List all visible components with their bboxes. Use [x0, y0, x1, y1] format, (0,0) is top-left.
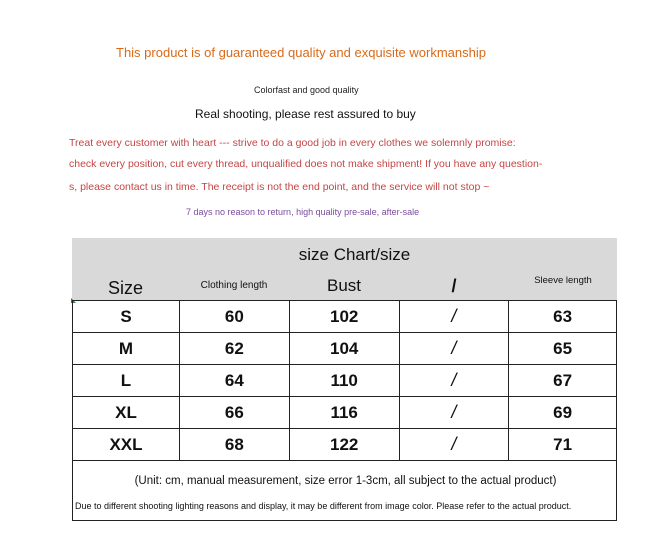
color-disclaimer: Due to different shooting lighting reasons and display, it may be different from image color. Please refer to the actual product. — [75, 501, 572, 511]
colorfast-line: Colorfast and good quality — [254, 85, 359, 95]
size-chart-note — [72, 461, 617, 521]
slash-cell: / — [399, 429, 509, 461]
size-chart-title: size Chart/size — [298, 245, 411, 264]
header-bust: Bust — [326, 276, 362, 295]
sleeve-length-cell: 67 — [509, 365, 617, 397]
bust-cell: 104 — [289, 333, 399, 365]
clothing-length-cell: 68 — [179, 429, 289, 461]
size-cell: M — [73, 333, 180, 365]
bust-cell: 102 — [289, 301, 399, 333]
header-size: Size — [107, 278, 143, 298]
slash-cell: / — [399, 333, 509, 365]
clothing-length-cell: 62 — [179, 333, 289, 365]
measurement-note: (Unit: cm, manual measurement, size error 1-3cm, all subject to the actual product) — [134, 475, 557, 487]
header-slash: / — [451, 276, 457, 296]
sleeve-length-cell: 69 — [509, 397, 617, 429]
header-sleeve-length: Sleeve length — [534, 275, 592, 286]
table-row — [73, 397, 617, 429]
size-chart — [72, 238, 617, 521]
slash-cell: / — [399, 397, 509, 429]
bust-cell: 110 — [289, 365, 399, 397]
size-cell: S — [73, 301, 180, 333]
sleeve-length-cell: 63 — [509, 301, 617, 333]
table-row — [73, 301, 617, 333]
header-clothing-length: Clothing length — [200, 280, 268, 291]
size-table — [72, 300, 617, 461]
clothing-length-cell: 66 — [179, 397, 289, 429]
size-cell: XL — [73, 397, 180, 429]
size-cell: XXL — [73, 429, 180, 461]
size-chart-header — [72, 238, 617, 300]
sleeve-length-cell: 71 — [509, 429, 617, 461]
quality-headline: This product is of guaranteed quality and exquisite workmanship — [116, 45, 486, 60]
size-cell: L — [73, 365, 180, 397]
real-shooting-line: Real shooting, please rest assured to buy — [195, 107, 416, 121]
table-row — [73, 333, 617, 365]
clothing-length-cell: 64 — [179, 365, 289, 397]
slash-cell: / — [399, 301, 509, 333]
clothing-length-cell: 60 — [179, 301, 289, 333]
table-row — [73, 365, 617, 397]
promise-line-3: s, please contact us in time. The receipt is not the end point, and the service will not stop ~ — [69, 181, 490, 193]
promise-line-2: check every position, cut every thread, unqualified does not make shipment! If you have any question- — [69, 158, 543, 170]
slash-cell: / — [399, 365, 509, 397]
service-line: 7 days no reason to return, high quality pre-sale, after-sale — [186, 207, 420, 217]
bust-cell: 116 — [289, 397, 399, 429]
promise-line-1: Treat every customer with heart --- strive to do a good job in every clothes we solemnly promise: — [69, 137, 516, 149]
sleeve-length-cell: 65 — [509, 333, 617, 365]
table-row — [73, 429, 617, 461]
bust-cell: 122 — [289, 429, 399, 461]
